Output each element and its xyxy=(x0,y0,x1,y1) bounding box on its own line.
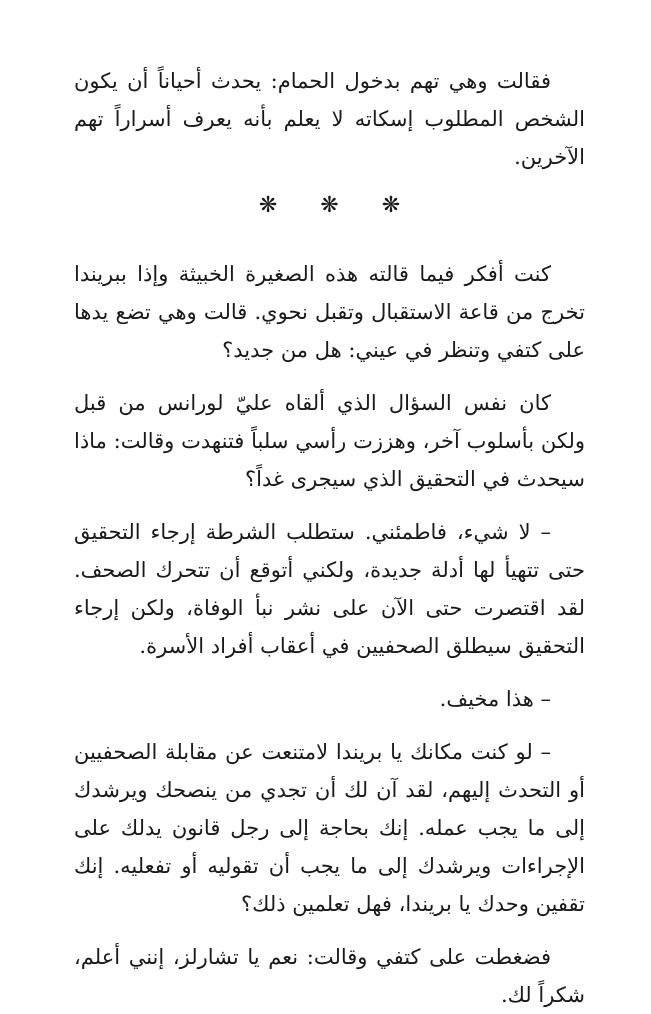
paragraph-3: كان نفس السؤال الذي ألقاه عليّ لورانس من قبل ولكن بأسلوب آخر، وهززت رأسي سلباً فتنهدت وقالت: ماذا سيحدث في التحقيق الذي سيجرى غداً؟ xyxy=(74,391,585,491)
paragraph-6: – لو كنت مكانك يا بريندا لامتنعت عن مقابلة الصحفيين أو التحدث إليهم، لقد آن لك أن تجدي من ينصحك ويرشدك إلى ما يجب عمله. إنك بحاجة إلى رجل قانون يدلك على الإجراءات ويرشدك إلى ما يجب أن تقوليه أو تفعليه. إنك تقفين وحدك يا بريندا، فهل تعلمين ذلك؟ xyxy=(74,740,585,916)
section-separator: ❋ ❋ ❋ xyxy=(258,193,419,218)
paragraph-5: – هذا مخيف. xyxy=(439,687,551,711)
paragraph-7: فضغطت على كتفي وقالت: نعم يا تشارلز، إنني أعلم، شكراً لك. xyxy=(74,945,585,1007)
paragraph-2: كنت أفكر فيما قالته هذه الصغيرة الخبيثة وإذا ببريندا تخرج من قاعة الاستقبال وتقبل نحوي. قالت وهي تضع يدها على كتفي وتنظر في عيني: هل من جديد؟ xyxy=(74,262,585,362)
paragraph-1: فقالت وهي تهم بدخول الحمام: يحدث أحياناً أن يكون الشخص المطلوب إسكاته لا يعلم بأنه يعرف أسراراً تهم الآخرين. xyxy=(74,69,585,169)
paragraph-4: – لا شيء، فاطمئني. ستطلب الشرطة إرجاء التحقيق حتى تتهيأ لها أدلة جديدة، ولكني أتوقع أن تتحرك الصحف. لقد اقتصرت حتى الآن على نشر نبأ الوفاة، ولكن إرجاء التحقيق سيطلق الصحفيين في أعقاب أفراد الأسرة. xyxy=(74,520,585,658)
